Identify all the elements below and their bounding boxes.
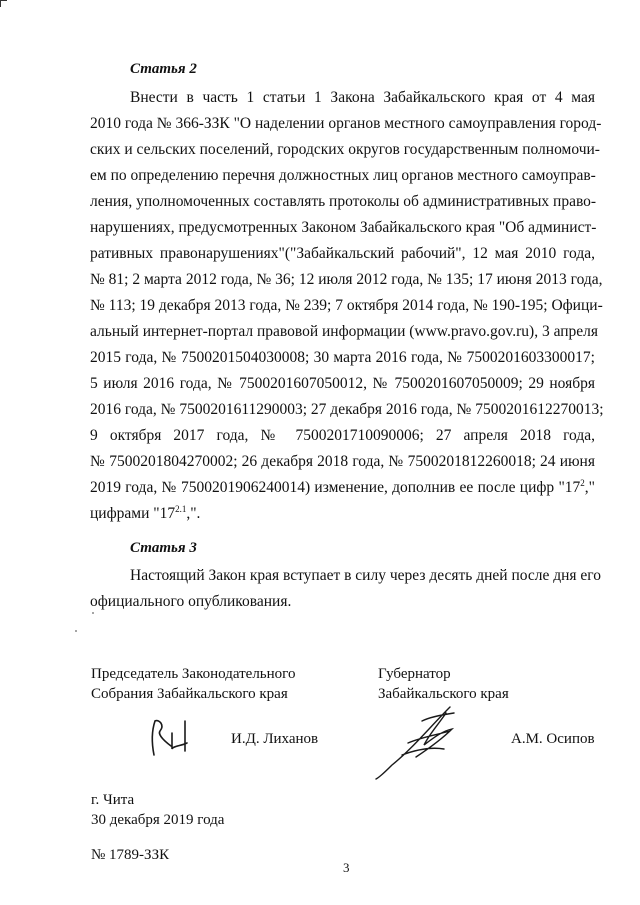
chairman-name: И.Д. Лиханов (231, 731, 319, 747)
article-2-line-text: 2019 года, № 7500201906240014) изменение, дополнив ее после цифр "17 (90, 479, 581, 496)
corner-crop-mark (0, 0, 7, 7)
article-2-line: нарушениях, предусмотренных Законом Забайкальского края "Об админист- (90, 219, 597, 236)
article-2-line: № 81; 2 марта 2012 года, № 36; 12 июля 2012 года, № 135; 17 июня 2013 года, (90, 271, 603, 288)
governor-title-line-1: Губернатор (378, 666, 451, 682)
article-2-line-text: цифрами "17 (90, 505, 176, 522)
signing-date: 30 декабря 2019 года (91, 812, 225, 828)
article-3-heading: Статья 3 (130, 540, 197, 556)
chairman-title-line-2: Собрания Забайкальского края (91, 686, 288, 702)
article-2-line: 9 октября 2017 года, № 7500201710090006; 27 апреля 2018 года, (90, 427, 595, 444)
page-number: 3 (343, 860, 350, 875)
article-2-line: № 113; 19 декабря 2013 года, № 239; 7 октября 2014 года, № 190-195; Офици- (90, 297, 603, 314)
chairman-title-line-1: Председатель Законодательного (91, 666, 296, 682)
article-2-line (90, 504, 595, 524)
article-2-line: № 7500201804270002; 26 декабря 2018 года, № 7500201812260018; 24 июня (90, 453, 595, 470)
article-2-line: альный интернет-портал правовой информации (www.pravo.gov.ru), 3 апреля (90, 323, 599, 340)
article-2-line: ления, уполномоченных составлять протоколы об административных право- (90, 193, 597, 210)
article-2-line: 2015 года, № 7500201504030008; 30 марта 2016 года, № 7500201603300017; (90, 349, 595, 366)
article-3-line: Настоящий Закон края вступает в силу через десять дней после дня его (130, 567, 602, 584)
article-2-line: 2010 года № 366-ЗЗК "О наделении органов местного самоуправления город- (90, 115, 602, 132)
governor-title-line-2: Забайкальского края (378, 686, 509, 702)
scan-dot (75, 630, 77, 632)
governor-signature (372, 703, 482, 783)
article-2-heading: Статья 2 (130, 61, 197, 77)
article-2-line-tail: ," (584, 479, 595, 496)
governor-name: А.М. Осипов (511, 731, 595, 747)
article-2-line: 2016 года, № 7500201611290003; 27 декабря 2016 года, № 7500201612270013; (90, 401, 604, 418)
article-2-line: Внести в часть 1 статьи 1 Закона Забайкальского края от 4 мая (130, 89, 595, 106)
article-2-line-tail: ,". (186, 505, 201, 522)
article-2-line: ративных правонарушениях"("Забайкальский рабочий", 12 мая 2010 года, (90, 245, 595, 262)
superscript: 2 (580, 477, 585, 488)
article-3-line: официального опубликования. (90, 593, 292, 610)
scan-dot (92, 612, 94, 614)
superscript: 2.1 (175, 503, 187, 514)
article-2-line: 5 июля 2016 года, № 7500201607050012, № 7500201607050009; 29 ноября (90, 375, 595, 392)
city: г. Чита (91, 792, 135, 808)
chairman-signature (145, 713, 195, 763)
article-2-line: ских и сельских поселений, городских округов государственным полномочи- (90, 141, 600, 158)
law-number: № 1789-ЗЗК (91, 847, 170, 863)
article-2-line: ем по определению перечня должностных лиц органов местного самоуправ- (90, 167, 596, 184)
article-2-line (90, 478, 595, 498)
